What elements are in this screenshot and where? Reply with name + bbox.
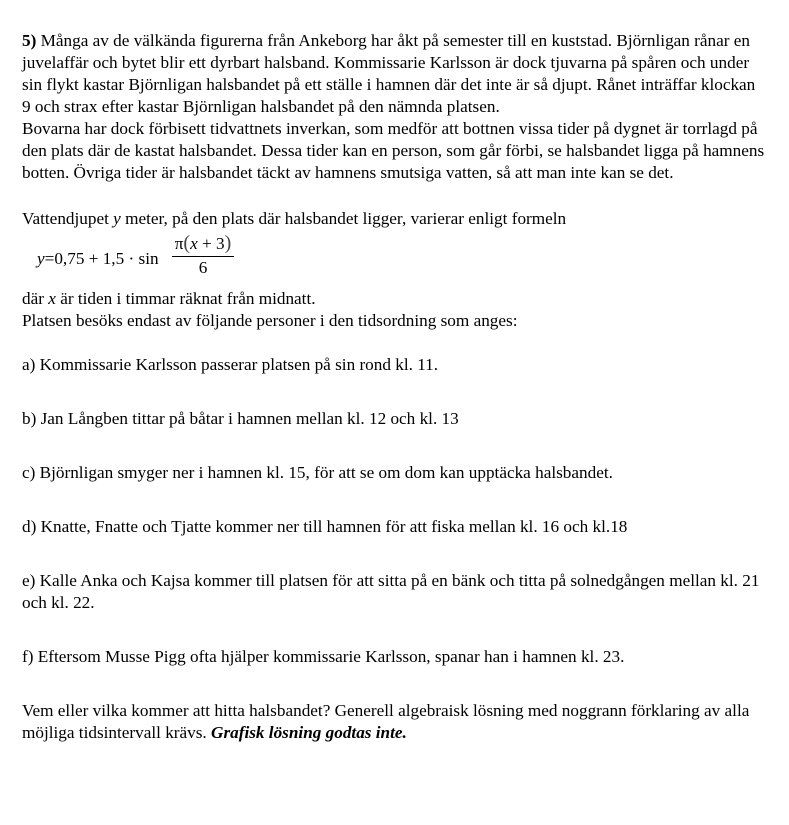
formula-x: x	[190, 234, 198, 253]
option-b: b) Jan Långben tittar på båtar i hamnen mellan kl. 12 och kl. 13	[22, 409, 459, 428]
formula-rhs: =0,75 + 1,5 · sin	[44, 249, 159, 268]
formula-y: y	[37, 249, 45, 268]
spacer	[22, 332, 767, 354]
option-d: d) Knatte, Fnatte och Tjatte kommer ner till hamnen för att fiska mellan kl. 16 och kl.18	[22, 517, 628, 536]
spacer	[22, 184, 767, 208]
x-text-a: där	[22, 289, 49, 308]
x-text-b: är tiden i timmar räknat från midnatt.	[55, 289, 316, 308]
option-c: c) Björnligan smyger ner i hamnen kl. 15, för att se om dom kan upptäcka halsbandet.	[22, 463, 613, 482]
x-definition	[22, 288, 767, 310]
formula-pi: π	[174, 234, 184, 253]
spacer	[22, 484, 767, 516]
option-f: f) Eftersom Musse Pigg ofta hjälper kommissarie Karlsson, spanar han i hamnen kl. 23.	[22, 647, 625, 666]
option-e: e) Kalle Anka och Kajsa kommer till platsen för att sitta på en bänk och titta på solnedgången mellan kl. 21 och kl. 22.	[22, 571, 760, 612]
intro-paragraph-2: Bovarna har dock förbisett tidvattnets inverkan, som medför att bottnen vissa tider på dygnet är torrlagd på den plats där de kastat halsbandet. Dessa tider kan en person, som går förbi, se halsbandet ligga på hamnens botten. Övriga tider är halsbandet täckt av hamnens smutsiga vatten, så att man inte kan se det.	[22, 119, 765, 182]
spacer	[22, 538, 767, 570]
depth-text-a: Vattendjupet	[22, 209, 114, 228]
problem-number: 5)	[22, 31, 37, 50]
graphical-note: Grafisk lösning godtas inte.	[211, 723, 407, 742]
formula-open-paren: (	[183, 232, 191, 254]
spacer	[22, 668, 767, 700]
final-question	[22, 700, 767, 744]
formula-lhs	[37, 248, 159, 270]
spacer	[22, 614, 767, 646]
formula-fraction	[172, 232, 234, 279]
formula	[22, 232, 767, 288]
problem-page	[22, 30, 767, 744]
x-var: x	[48, 289, 56, 308]
formula-close-paren: )	[224, 232, 232, 254]
spacer	[22, 430, 767, 462]
formula-denominator: 6	[198, 258, 208, 277]
depth-var: y	[113, 209, 121, 228]
depth-sentence	[22, 208, 767, 230]
intro-text: Många av de välkända figurerna från Ankeborg har åkt på semester till en kuststad. Björnligan rånar en juvelaffär och bytet blir ett dyrbart halsband. Kommissarie Karlsson är dock tjuvarna på spåren och under sin flykt kastar Björnligan halsbandet på ett ställe i hamnen där det inte är så djupt. Rånet inträffar klockan 9 och strax efter kastar Björnligan halsbandet på den nämnda platsen.	[22, 31, 756, 116]
option-a: a) Kommissarie Karlsson passerar platsen på sin rond kl. 11.	[22, 355, 439, 374]
question-text: Vem eller vilka kommer att hitta halsbandet? Generell algebraisk lösning med noggrann förklaring av alla möjliga tidsintervall krävs.	[22, 701, 750, 742]
formula-numerator	[172, 232, 234, 254]
intro-paragraph	[22, 30, 767, 118]
formula-plus-three: + 3	[197, 234, 225, 253]
spacer	[22, 376, 767, 408]
visit-sentence: Platsen besöks endast av följande personer i den tidsordning som anges:	[22, 311, 518, 330]
depth-text-b: meter, på den plats där halsbandet ligger, varierar enligt formeln	[120, 209, 567, 228]
